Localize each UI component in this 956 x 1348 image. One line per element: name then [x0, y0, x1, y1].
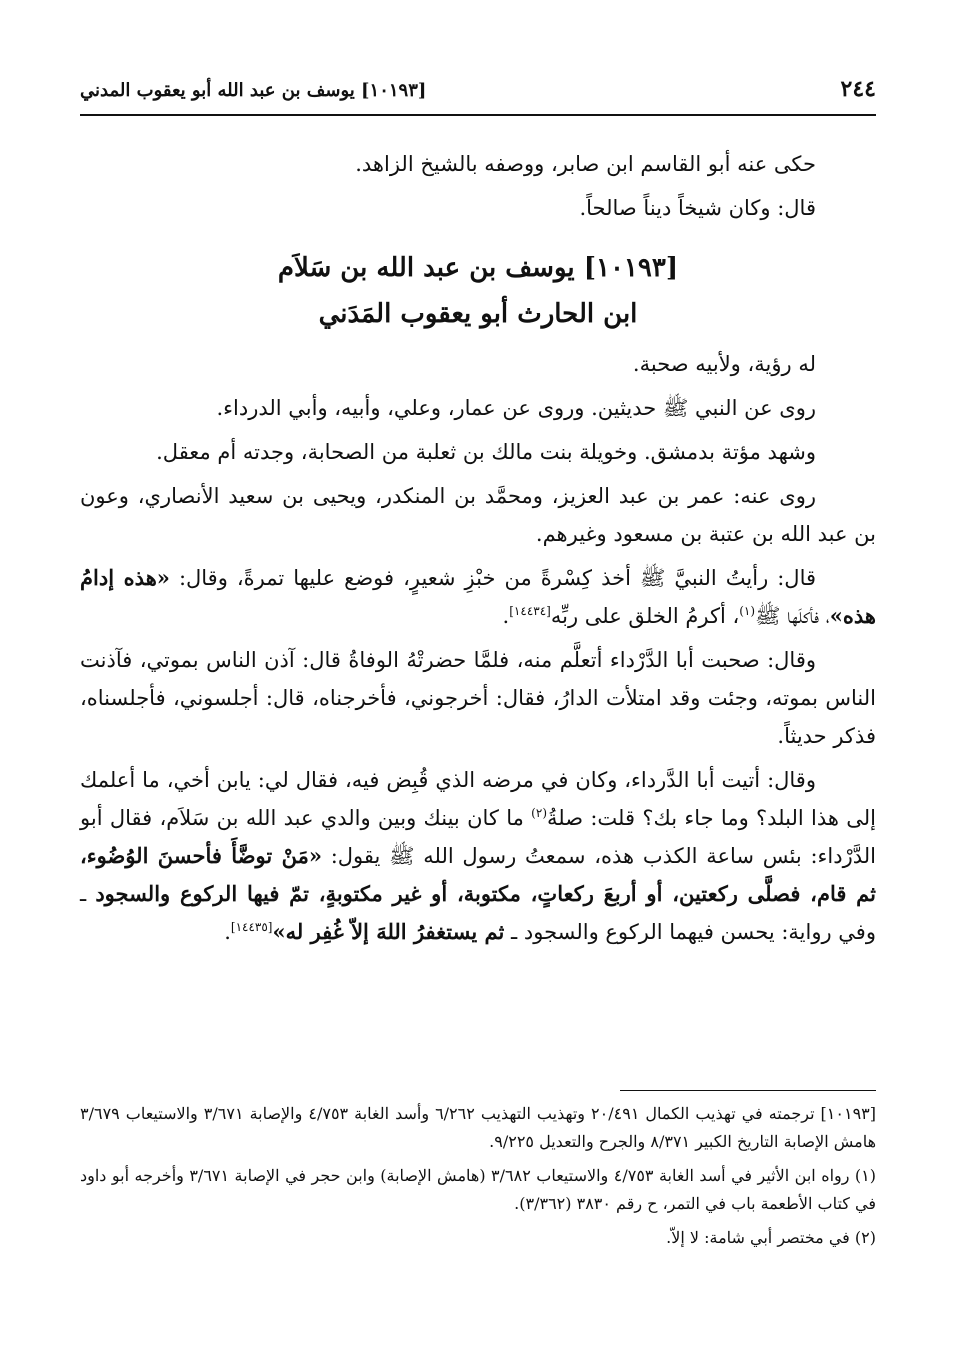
entry-title: [80, 245, 876, 337]
hadith-quote: «هذه إدامُ هذه»: [80, 565, 876, 628]
main-text: [80, 145, 876, 957]
paragraph: وشهد مؤتة بدمشق. وخويلة بنت مالك بن ثعلبة من الصحابة، وجدته أم معقل.: [156, 440, 816, 464]
text-run: ما كان بينك وبين والدي عبد الله بن سَلاَم، فقال أبو الدَّرْداء: بئس ساعة الكذب هذه، سمعتُ رسول الله ﷺ يقول:: [80, 806, 876, 868]
reference-marker: [١٤٤٣٤]: [509, 604, 551, 618]
paragraph: قال: وكان شيخاً ديناً صالحاً.: [579, 196, 816, 220]
paragraph: حكى عنه أبو القاسم ابن صابر، ووصفه بالشيخ الزاهد.: [355, 152, 816, 176]
footnote-main: [١٠١٩٣] ترجمته في تهذيب الكمال ٢٠/٤٩١ وتهذيب التهذيب ٦/٢٦٢ وأسد الغابة ٤/٧٥٣ والإصابة ٣/٦٧١ والاستيعاب ٣/٦٧٩ هامش الإصابة التاريخ الكبير ٨/٣٧١ والجرح والتعديل ٩/٢٢٥.: [80, 1104, 876, 1151]
footnote-divider: [620, 1090, 876, 1091]
reference-marker: [١٤٤٣٥]: [230, 920, 273, 934]
footnotes: [80, 1100, 876, 1258]
entry-title-line-2: ابن الحارث أبو يعقوب المَدَني: [318, 299, 638, 329]
footnote-marker: (٢): [531, 806, 547, 820]
paragraph: وقال: صحبت أبا الدَّرْداء أتعلَّم منه، فلمَّا حضرتْهُ الوفاةُ قال: آذن الناس بموتي، فآذنت الناس بموته، وجئت وقد امتلأت الدارُ، فقال: أخرجوني، فأخرجناه، قال: أجلسوني، فأجلسناه، فذكر حديثاً.: [80, 648, 876, 748]
paragraph: روى عنه: عمر بن عبد العزيز، ومحمَّد بن المنكدر، ويحيى بن سعيد الأنصاري، وعون بن عبد الله بن عتبة بن مسعود وغيرهم.: [80, 484, 876, 546]
paragraph: [80, 559, 876, 635]
footnote-marker: (١): [739, 604, 756, 618]
text-run: قال: رأيتُ النبيَّ ﷺ أخذ كِسْرةً من خبْزِ شعيرٍ، فوضع عليها تمرةً، وقال:: [169, 566, 817, 590]
page-header: [80, 74, 876, 116]
paragraph: [80, 761, 876, 951]
footnote-1: (١) رواه ابن الأثير في أسد الغابة ٤/٧٥٣ والاستيعاب ٣/٦٨٢ (هامش الإصابة) وابن حجر في الإصابة ٣/٦٧١ وأخرجه أبو داود في كتاب الأطعمة باب في التمر، ح رقم ٣٨٣٠ (٣/٣٦٢).: [80, 1166, 877, 1213]
running-title: [١٠١٩٣] يوسف بن عبد الله أبو يعقوب المدني: [80, 80, 427, 101]
text-run: وقال: أتيت أبا الدَّرداء، وكان في مرضه الذي قُبِض فيه، فقال لي: يابن أخي، ما أعلمك إلى هذا البلد؟ وما جاء بك؟ قلت: صلةُ: [80, 768, 877, 830]
hadith-quote: ثم يستغفرُ اللهَ إلاّ غُفِر له»: [272, 919, 505, 944]
text-run: ، أكرمُ الخلق على ربِّه: [550, 604, 740, 628]
text-run: .: [224, 920, 231, 944]
text-run: ـ وفي رواية: يحسن فيهما الركوع والسجود ـ: [80, 882, 876, 944]
footnote-2: (٢) في مختصر أبي شامة: لا إلاّ.: [666, 1228, 876, 1247]
entry-title-line-1: [١٠١٩٣] يوسف بن عبد الله بن سَلاَم: [277, 253, 679, 283]
text-run: .: [502, 604, 510, 628]
page-number: ٢٤٤: [840, 76, 876, 102]
paragraph: روى عن النبي ﷺ حديثين. وروى عن عمار، وعلي، وأبيه، وأبي الدرداء.: [216, 396, 816, 420]
text-run: ، فأكلَها ﷺ: [755, 604, 830, 628]
paragraph: له رؤية، ولأبيه صحبة.: [632, 352, 816, 376]
hadith-quote: «مَنْ توضَّأَ فأحسنَ الوُضُوء، ثم قام، فصلَّى ركعتين، أو أربعَ ركعاتٍ، مكتوبة، أو غير مكتوبةٍ، تمّ فيها الركوع والسجود: [80, 843, 876, 906]
